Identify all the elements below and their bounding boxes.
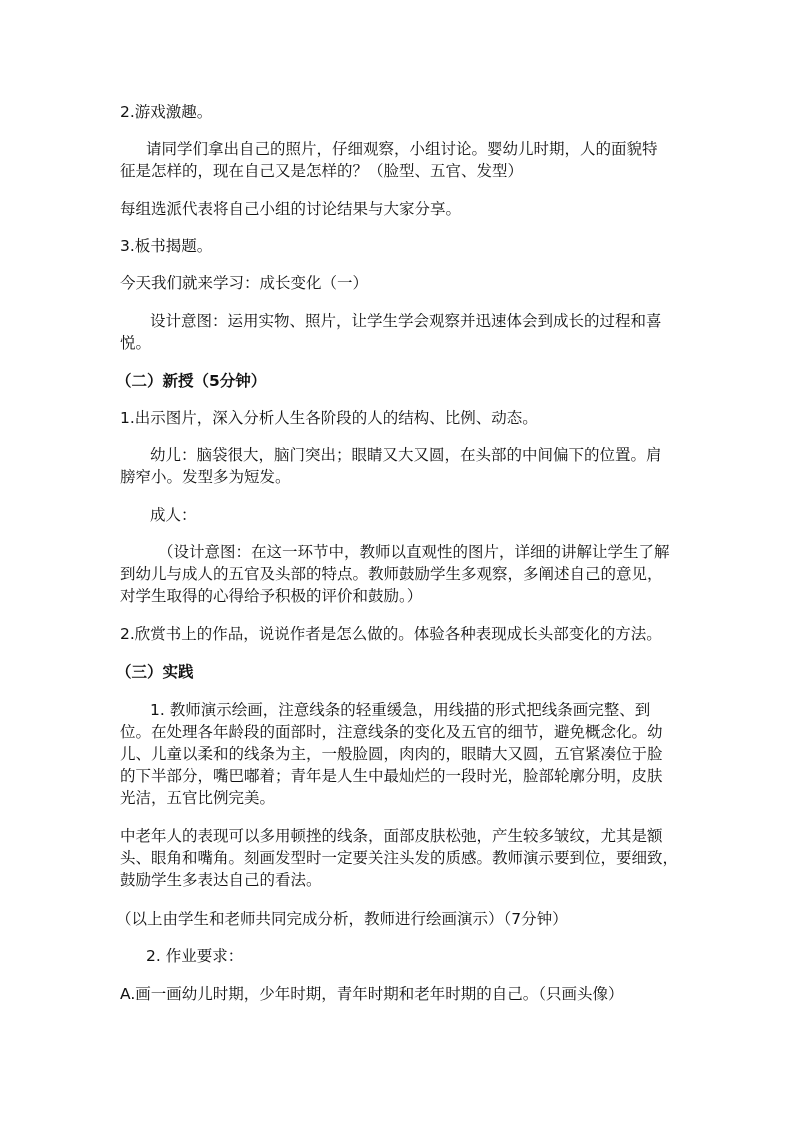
paragraph-elderly-line-1: 中老年人的表现可以多用顿挫的线条，面部皮肤松弛，产生较多皱纹，尤其是额	[120, 827, 663, 845]
paragraph-photo-line-2: 征是怎样的，现在自己又是怎样的？（脸型、五官、发型）	[120, 162, 524, 180]
step-heading-game: 2.游戏激趣。	[120, 103, 213, 121]
paragraph-adult: 成人：	[150, 506, 197, 524]
paragraph-infant-line-1: 幼儿：脑袋很大，脑门突出；眼睛又大又圆，在头部的中间偏下的位置。肩	[150, 446, 662, 464]
paragraph-demo-line-5: 光洁，五官比例完美。	[120, 789, 276, 807]
design-intent-2-line-2: 到幼儿与成人的五官及头部的特点。教师鼓励学生多观察，多阐述自己的意见，	[120, 565, 663, 583]
step-homework-heading: 2. 作业要求：	[146, 947, 244, 965]
paragraph-analysis-note: （以上由学生和老师共同完成分析，教师进行绘画演示）（7分钟）	[116, 910, 568, 928]
paragraph-demo-line-1: 1. 教师演示绘画，注意线条的轻重缓急，用线描的形式把线条画完整、到	[150, 701, 651, 719]
paragraph-demo-line-3: 儿、儿童以柔和的线条为主，一般脸圆，肉肉的，眼睛大又圆，五官紧凑位于脸	[120, 745, 663, 763]
paragraph-elderly-line-3: 鼓励学生多表达自己的看法。	[120, 871, 322, 889]
paragraph-share: 每组选派代表将自己小组的讨论结果与大家分享。	[120, 200, 462, 218]
paragraph-elderly-line-2: 头、眼角和嘴角。刻画发型时一定要关注头发的质感。教师演示要到位，要细致，	[120, 849, 679, 867]
step-heading-board: 3.板书揭题。	[120, 237, 213, 255]
paragraph-today: 今天我们就来学习：成长变化（一）	[120, 274, 369, 292]
step-show-pictures: 1.出示图片，深入分析人生各阶段的人的结构、比例、动态。	[120, 409, 538, 427]
paragraph-photo-line-1: 请同学们拿出自己的照片，仔细观察，小组讨论。婴幼儿时期，人的面貌特	[146, 140, 658, 158]
design-intent-1-line-2: 悦。	[120, 334, 152, 352]
design-intent-2-line-1: （设计意图：在这一环节中，教师以直观性的图片，详细的讲解让学生了解	[158, 543, 670, 561]
paragraph-demo-line-4: 的下半部分，嘴巴嘟着；青年是人生中最灿烂的一段时光，脸部轮廓分明，皮肤	[120, 767, 663, 785]
step-appreciate-works: 2.欣赏书上的作品，说说作者是怎么做的。体验各种表现成长头部变化的方法。	[120, 625, 662, 643]
paragraph-demo-line-2: 位。在处理各年龄段的面部时，注意线条的变化及五官的细节，避免概念化。幼	[120, 723, 663, 741]
paragraph-infant-line-2: 膀窄小。发型多为短发。	[120, 468, 291, 486]
section-heading-new-lesson: （二）新授（5分钟）	[116, 372, 267, 390]
design-intent-1-line-1: 设计意图：运用实物、照片，让学生学会观察并迅速体会到成长的过程和喜	[150, 312, 662, 330]
design-intent-2-line-3: 对学生取得的心得给予积极的评价和鼓励。）	[120, 587, 423, 605]
section-heading-practice: （三）实践	[116, 663, 194, 681]
homework-item-a: A.画一画幼儿时期，少年时期，青年时期和老年时期的自己。（只画头像）	[120, 985, 624, 1003]
